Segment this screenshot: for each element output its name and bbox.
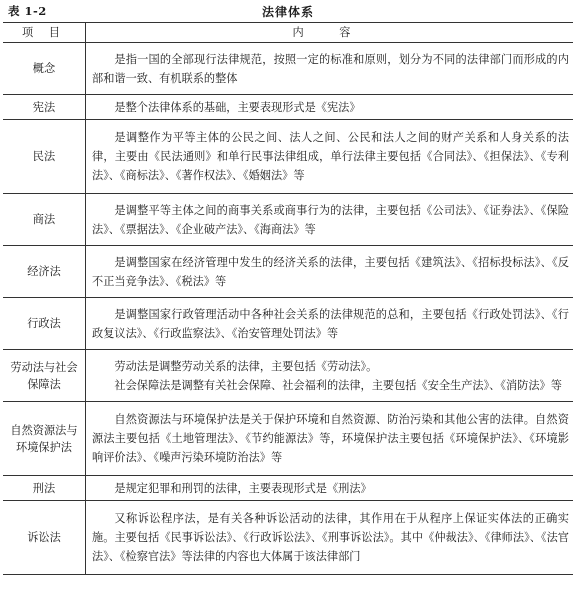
row-item: 经济法 — [3, 246, 86, 298]
row-item: 概念 — [3, 43, 86, 95]
law-system-table — [3, 22, 573, 575]
table-header-row — [3, 23, 573, 43]
table-row — [3, 476, 573, 501]
row-item: 刑法 — [3, 476, 86, 501]
table-row — [3, 402, 573, 476]
row-item: 宪法 — [3, 95, 86, 120]
table-row — [3, 350, 573, 402]
table-row — [3, 43, 573, 95]
row-content: 是指一国的全部现行法律规范，按照一定的标准和原则，划分为不同的法律部门而形成的内部和谐一致、有机联系的整体 — [86, 43, 574, 95]
row-item — [3, 402, 86, 476]
row-content: 是调整国家行政管理活动中各种社会关系的法律规范的总和，主要包括《行政处罚法》、《行政复议法》、《行政监察法》、《治安管理处罚法》等 — [86, 298, 574, 350]
row-item: 民法 — [3, 120, 86, 194]
row-content-paragraph: 劳动法是调整劳动关系的法律，主要包括《劳动法》。 — [114, 359, 378, 373]
row-item — [3, 350, 86, 402]
header-item: 项 目 — [3, 23, 86, 43]
table-row — [3, 246, 573, 298]
row-content: 又称诉讼程序法，是有关各种诉讼活动的法律，其作用在于从程序上保证实体法的正确实施。主要包括《民事诉讼法》、《行政诉讼法》、《刑事诉讼法》。其中《仲裁法》、《律师法》、《法官法》、《检察官法》等法律的内容也大体属于该法律部门 — [86, 501, 574, 575]
row-item: 行政法 — [3, 298, 86, 350]
table-caption — [0, 0, 576, 20]
row-content — [86, 350, 574, 402]
row-item-line: 自然资源法与 — [10, 423, 78, 437]
row-content-paragraph: 社会保障法是调整有关社会保障、社会福利的法律，主要包括《安全生产法》、《消防法》等 — [114, 378, 562, 392]
row-item: 诉讼法 — [3, 501, 86, 575]
row-item-line: 保障法 — [27, 377, 61, 391]
row-item-line: 劳动法与社会 — [10, 360, 78, 374]
row-content: 是规定犯罪和刑罚的法律，主要表现形式是《刑法》 — [86, 476, 574, 501]
row-content: 是调整平等主体之间的商事关系或商事行为的法律，主要包括《公司法》、《证券法》、《保险法》、《票据法》、《企业破产法》、《海商法》等 — [86, 194, 574, 246]
row-content: 是调整作为平等主体的公民之间、法人之间、公民和法人之间的财产关系和人身关系的法律，主要由《民法通则》和单行民事法律组成，单行法律主要包括《合同法》、《担保法》、《专利法》、《商标法》、《著作权法》、《婚姻法》等 — [86, 120, 574, 194]
row-content: 是调整国家在经济管理中发生的经济关系的法律，主要包括《建筑法》、《招标投标法》、《反不正当竞争法》、《税法》等 — [86, 246, 574, 298]
table-number: 表 1-2 — [8, 4, 47, 18]
table-row — [3, 95, 573, 120]
table-row — [3, 120, 573, 194]
table-row — [3, 501, 573, 575]
table-title: 法律体系 — [261, 5, 314, 19]
row-item-line: 环境保护法 — [16, 440, 72, 454]
row-item: 商法 — [3, 194, 86, 246]
row-content: 是整个法律体系的基础，主要表现形式是《宪法》 — [86, 95, 574, 120]
table-row — [3, 298, 573, 350]
table-row — [3, 194, 573, 246]
row-content: 自然资源法与环境保护法是关于保护环境和自然资源、防治污染和其他公害的法律。自然资源法主要包括《土地管理法》、《节约能源法》等，环境保护法主要包括《环境保护法》、《环境影响评价法》、《噪声污染环境防治法》等 — [86, 402, 574, 476]
header-content: 内 容 — [86, 23, 574, 43]
